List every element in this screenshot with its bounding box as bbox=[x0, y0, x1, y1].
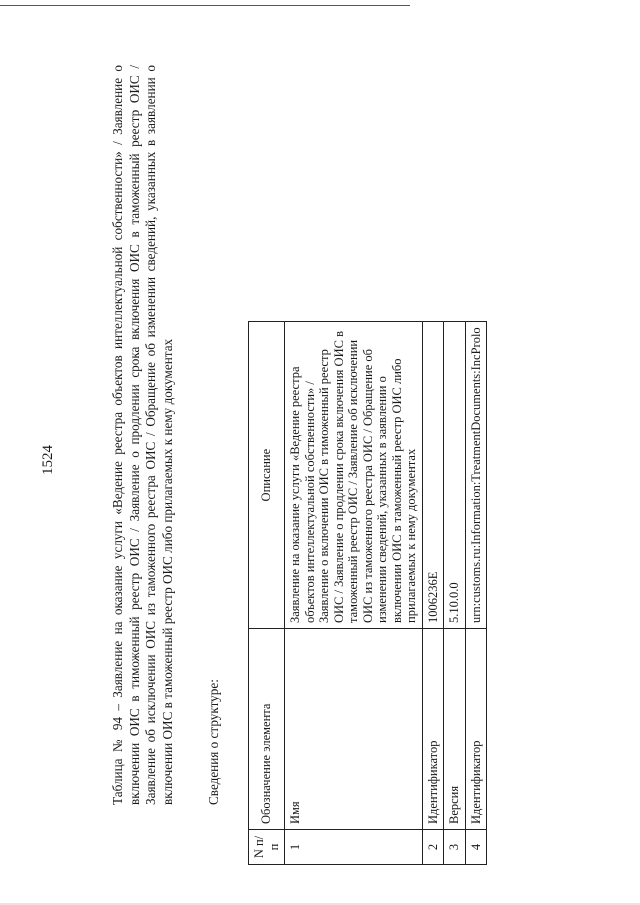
table-caption: Таблица № 94 – Заявление на оказание услуги «Ведение реестра объектов интеллектуальной собственности» / Заявление о включении ОИС в тиможенный реестр ОИС / Заявление о продлении срока включения ОИС в таможенный реестр ОИС / Заявление об исключении ОИС из таможенного реестра ОИС / Обращение об изменении сведений, указанных в заявлении о включении ОИС в таможенный реестр ОИС либо прилагаемых к нему документах bbox=[110, 65, 175, 805]
row-name: Версия bbox=[444, 629, 466, 830]
row-num: 2 bbox=[422, 830, 444, 865]
row-desc: urn:customs.ru:Information:TreatmentDocuments:IncProlo bbox=[465, 322, 487, 629]
structure-intro: Сведения о структуре: bbox=[206, 679, 221, 805]
table-row bbox=[285, 322, 423, 865]
row-num: 3 bbox=[444, 830, 466, 865]
row-name: Имя bbox=[285, 629, 423, 830]
header-num: N п/п bbox=[249, 830, 285, 865]
table-row bbox=[422, 322, 444, 865]
structure-table bbox=[248, 321, 487, 865]
table-row bbox=[465, 322, 487, 865]
page-number: 1524 bbox=[40, 445, 56, 475]
row-desc: 1006236E bbox=[422, 322, 444, 629]
row-name: Идентификатор bbox=[465, 629, 487, 830]
row-desc: Заявление на оказание услуги «Ведение реестра объектов интеллектуальной собственности» / Заявление о включении ОИС в тиможенный реестр ОИС / Заявление о продлении срока включения ОИС в таможенный реестр ОИС / Заявление об исключении ОИС из таможенного реестра ОИС / Обращение об изменении сведений, указанных в заявлении о включении ОИС в таможенный реестр ОИС либо прилагаемых к нему документах bbox=[285, 322, 423, 629]
row-num: 1 bbox=[285, 830, 423, 865]
header-desc: Описание bbox=[249, 322, 285, 629]
row-name: Идентификатор bbox=[422, 629, 444, 830]
table-row bbox=[444, 322, 466, 865]
header-name: Обозначение элемента bbox=[249, 629, 285, 830]
row-num: 4 bbox=[465, 830, 487, 865]
row-desc: 5.10.0.0 bbox=[444, 322, 466, 629]
table-header-row bbox=[249, 322, 285, 865]
